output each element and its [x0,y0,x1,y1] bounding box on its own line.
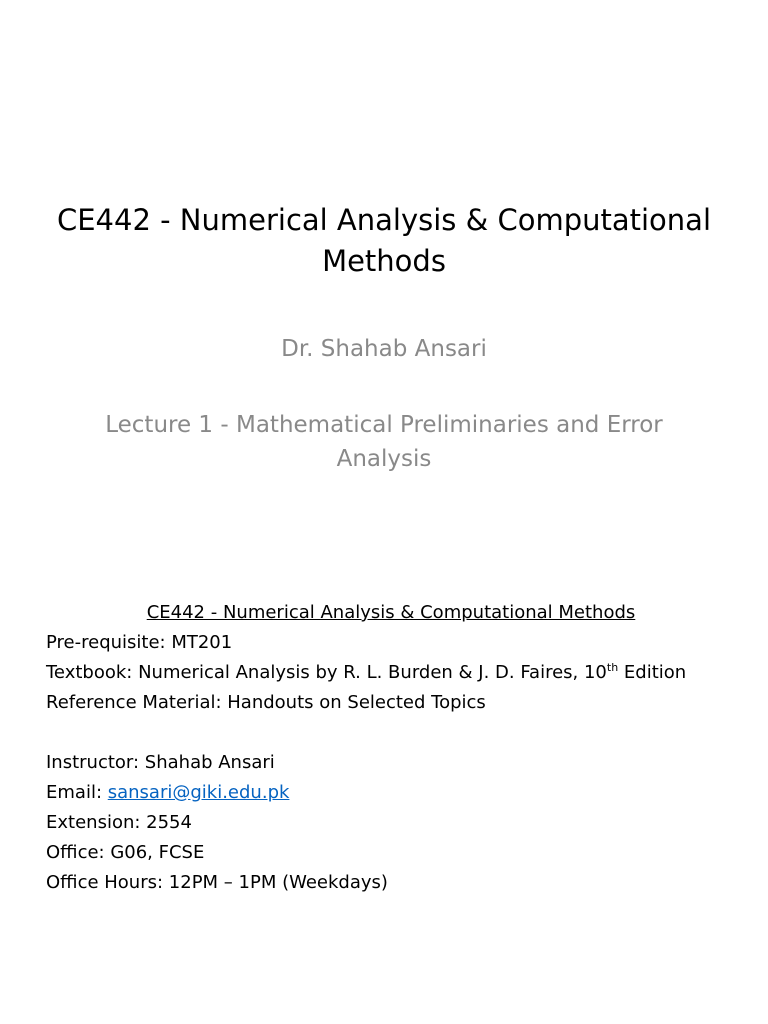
lecture-title: Lecture 1 - Mathematical Preliminaries and Error Analysis [105,412,663,472]
course-heading: CE442 - Numerical Analysis & Computational Methods [146,602,636,623]
author-name: Dr. Shahab Ansari [281,336,487,362]
reference-material: Reference Material: Handouts on Selected Topics [46,692,486,713]
edition-superscript: th [606,661,619,674]
course-info [46,598,736,898]
email-link[interactable]: sansari@giki.edu.pk [107,782,290,803]
prerequisite: Pre-requisite: MT201 [46,632,233,653]
slide-title: CE442 - Numerical Analysis & Computational Methods [56,203,712,278]
textbook-edition: Edition [618,662,687,683]
textbook-text: Textbook: Numerical Analysis by R. L. Burden & J. D. Faires, 10 [46,662,607,683]
textbook [46,658,736,688]
spacer [46,718,736,748]
instructor: Instructor: Shahab Ansari [46,752,275,773]
email [46,778,736,808]
office-hours: Office Hours: 12PM – 1PM (Weekdays) [46,872,388,893]
office: Office: G06, FCSE [46,842,205,863]
email-label: Email: [46,782,108,803]
extension: Extension: 2554 [46,812,192,833]
